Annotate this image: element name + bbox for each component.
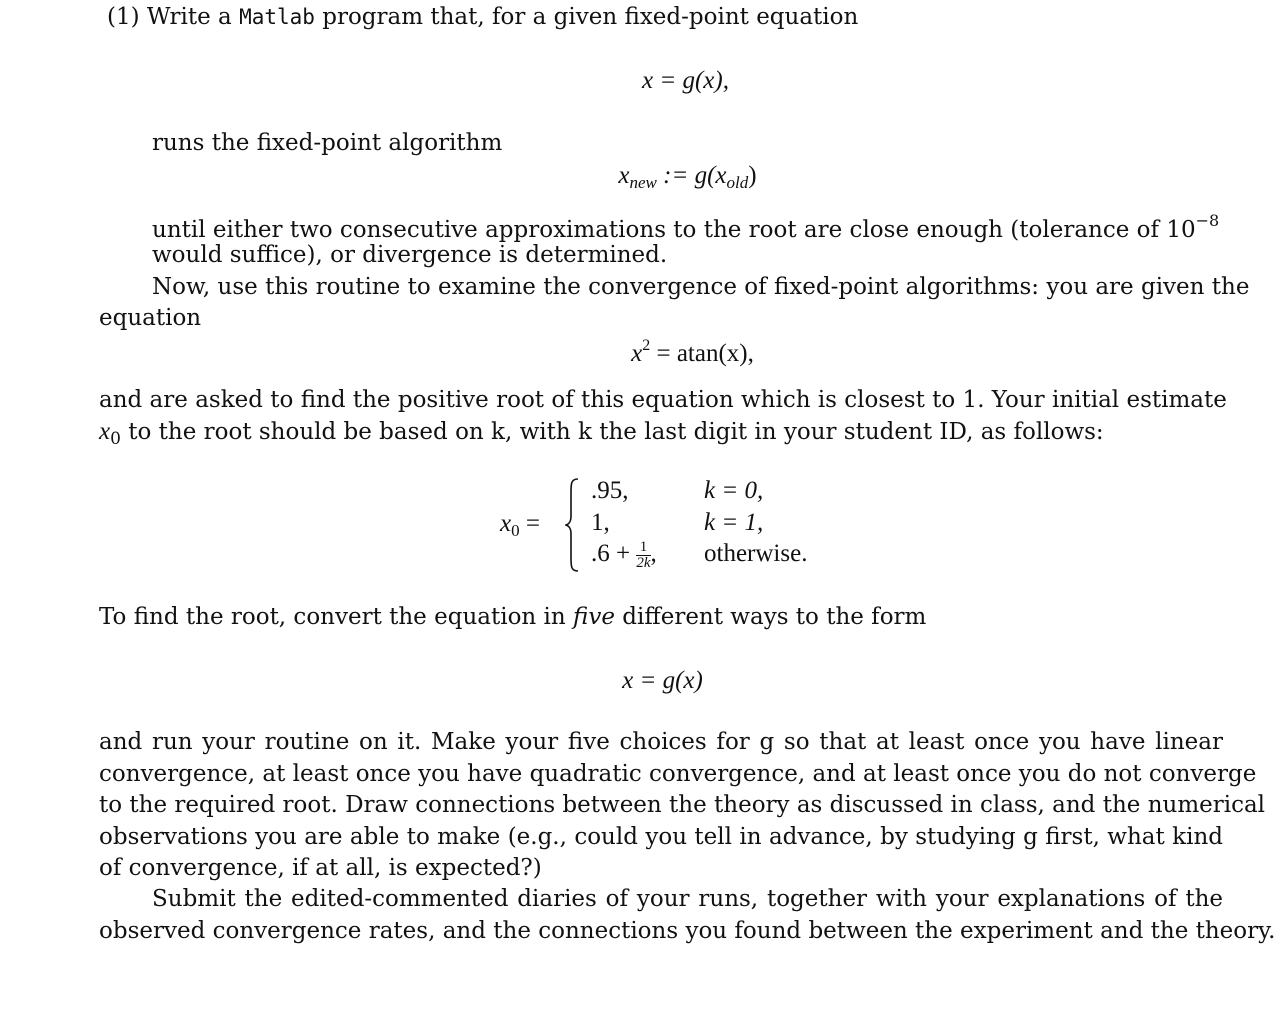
convert-b: different ways to the form bbox=[622, 604, 927, 630]
convert-line bbox=[99, 604, 926, 630]
submit-line-1: Submit the edited-commented diaries of your runs, together with your explanations of the bbox=[152, 886, 1223, 912]
frac-den: 2k bbox=[636, 555, 651, 571]
matlab-keyword: Matlab bbox=[239, 5, 315, 29]
equation-iteration bbox=[45, 162, 1285, 193]
eq3-exp: 2 bbox=[642, 337, 651, 354]
case3-fraction bbox=[636, 540, 650, 571]
x0-subscript: 0 bbox=[110, 429, 121, 449]
frac-num: 1 bbox=[636, 540, 650, 556]
para1-line-3: to the required root. Draw connections between the theory as discussed in class, and the numerical bbox=[99, 792, 1266, 818]
intro-text-a: Write a bbox=[146, 4, 232, 30]
convert-a: To find the root, convert the equation in bbox=[99, 604, 566, 630]
eq3-rest: = atan(x), bbox=[650, 340, 754, 367]
asked-line-1: and are asked to find the positive root of this equation which is closest to 1. Your initial estimate bbox=[99, 387, 1227, 413]
eq2-old: old bbox=[726, 173, 749, 192]
until-text: until either two consecutive approximations to the root are close enough (tolerance of 10 bbox=[152, 217, 1196, 243]
eq2-mid: := g(x bbox=[656, 162, 727, 189]
cases-lhs bbox=[500, 510, 540, 541]
asked-line-2 bbox=[99, 418, 1104, 449]
convert-five: five bbox=[573, 604, 615, 630]
case3-condition: otherwise. bbox=[704, 540, 808, 567]
para1-line-5: of convergence, if at all, is expected?) bbox=[99, 855, 542, 881]
case1-condition: k = 0, bbox=[704, 477, 764, 504]
case3-b: , bbox=[650, 540, 657, 568]
eq2-end: ) bbox=[748, 162, 757, 189]
left-brace-icon bbox=[565, 478, 579, 572]
intro-text-b: program that, for a given fixed-point equation bbox=[322, 4, 859, 30]
cases-sub: 0 bbox=[511, 521, 520, 540]
now-line-1: Now, use this routine to examine the convergence of fixed-point algorithms: you are given the bbox=[152, 274, 1250, 300]
problem-heading bbox=[107, 4, 858, 30]
now-line-2: equation bbox=[99, 305, 202, 331]
case3-a: .6 + bbox=[591, 540, 631, 568]
equation-atan bbox=[50, 337, 1285, 368]
para1-line-4: observations you are able to make (e.g., could you tell in advance, by studying g first, what kind bbox=[99, 824, 1223, 850]
x0-symbol: x bbox=[99, 418, 111, 445]
problem-number: (1) bbox=[107, 4, 140, 30]
case1-value: .95, bbox=[591, 477, 629, 504]
submit-line-2: observed convergence rates, and the connections you found between the experiment and the theory. bbox=[99, 918, 1276, 944]
case2-value: 1, bbox=[591, 509, 610, 536]
eq2-new: new bbox=[629, 173, 657, 192]
case3-value bbox=[591, 540, 657, 571]
until-line-2: would suffice), or divergence is determined. bbox=[152, 242, 668, 268]
equation-form: x = g(x) bbox=[622, 667, 703, 694]
asked-rest: to the root should be based on k, with k the last digit in your student ID, as follows: bbox=[120, 419, 1104, 445]
eq3-x: x bbox=[631, 340, 643, 367]
equation-fixed-point: x = g(x), bbox=[642, 67, 729, 94]
cases-equals: = bbox=[525, 510, 540, 537]
until-line-1 bbox=[152, 211, 1219, 243]
case2-condition: k = 1, bbox=[704, 509, 764, 536]
para1-line-2: convergence, at least once you have quadratic convergence, and at least once you do not converge bbox=[99, 761, 1257, 787]
eq2-x: x bbox=[618, 162, 630, 189]
para1-line-1: and run your routine on it. Make your five choices for g so that at least once you have linear bbox=[99, 729, 1223, 755]
tolerance-exponent: −8 bbox=[1195, 211, 1220, 230]
runs-text: runs the fixed-point algorithm bbox=[152, 130, 503, 156]
cases-x: x bbox=[500, 510, 512, 537]
